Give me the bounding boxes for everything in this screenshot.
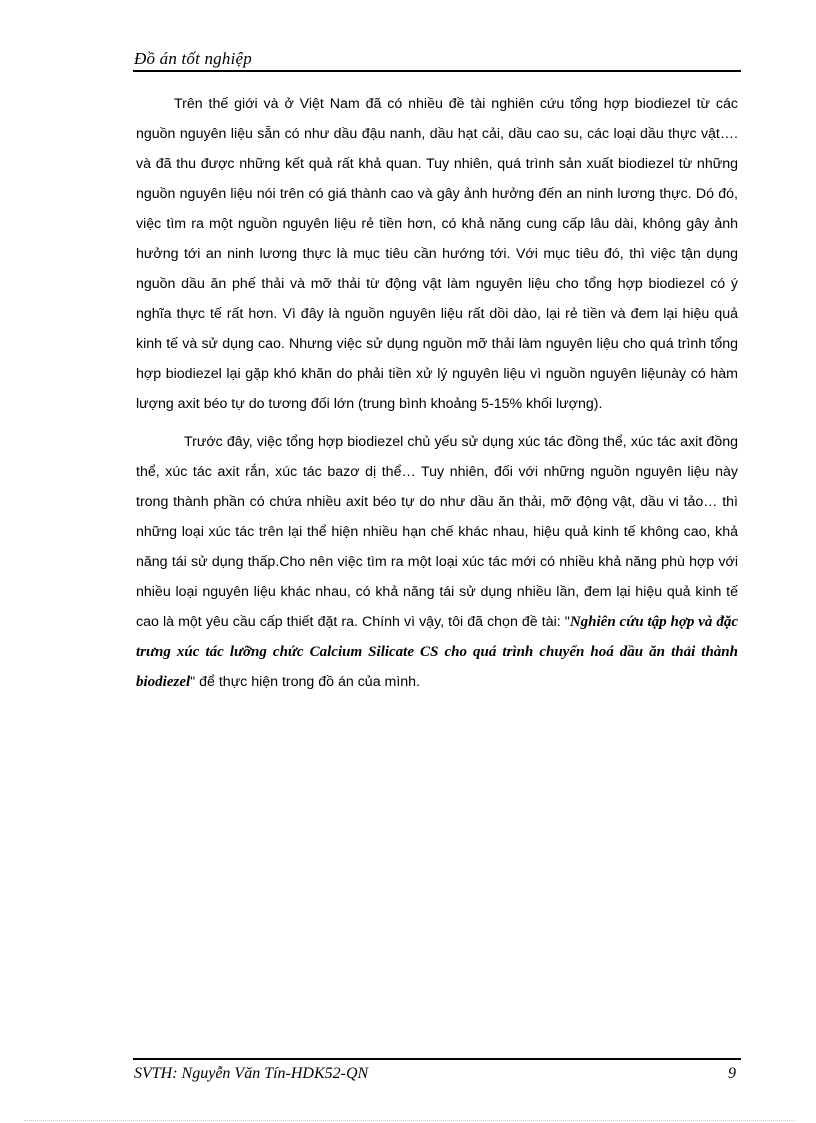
footer-rule	[133, 1058, 741, 1060]
thesis-title: Nghiên cứu tập hợp và đặc trưng xúc tác lưỡng chức Calcium Silicate CS cho quá trình chuyển hoá dầu ăn thải thành biodiezel	[136, 614, 738, 690]
footer-author: SVTH: Nguyễn Văn Tín-HDK52-QN	[134, 1065, 369, 1082]
page-number: 9	[728, 1065, 736, 1082]
page-edge-divider	[24, 1120, 794, 1121]
body-text	[136, 89, 738, 705]
paragraph-1: Trên thế giới và ở Việt Nam đã có nhiều đề tài nghiên cứu tổng hợp biodiezel từ các nguồn nguyên liệu sẵn có như dầu đậu nanh, dầu hạt cải, dầu cao su, các loại dầu thực vật…. và đã thu được những kết quả rất khả quan. Tuy nhiên, quá trình sản xuất biodiezel từ những nguồn nguyên liệu nói trên có giá thành cao và gây ảnh hưởng đến an ninh lương thực. Dó đó, việc tìm ra một nguồn nguyên liệu rẻ tiền hơn, có khả năng cung cấp lâu dài, không gây ảnh hưởng tới an ninh lương thực là mục tiêu cần hướng tới. Với mục tiêu đó, thì việc tận dụng nguồn dầu ăn phế thải và mỡ thải từ động vật làm nguyên liệu cho tổng hợp biodiezel có ý nghĩa thực tế rất hơn. Vì đây là nguồn nguyên liệu rất dồi dào, lại rẻ tiền và đem lại hiệu quả kinh tế và sử dụng cao. Nhưng việc sử dụng nguồn mỡ thải làm nguyên liệu cho quá trình tổng hợp biodiezel lại gặp khó khăn do phải tiền xử lý nguyên liệu vì nguồn nguyên liệunày có hàm lượng axit béo tự do tương đối lớn (trung bình khoảng 5-15% khối lượng).	[136, 96, 738, 412]
header-rule	[133, 70, 741, 72]
paragraph-2-outro: " để thực hiện trong đồ án của mình.	[190, 674, 421, 690]
paragraph-2-intro: Trước đây, việc tổng hợp biodiezel chủ yếu sử dụng xúc tác đồng thể, xúc tác axit đồng thể, xúc tác axit rắn, xúc tác bazơ dị thể… Tuy nhiên, đối với những nguồn nguyên liệu này trong thành phần có chứa nhiều axit béo tự do như dầu ăn thải, mỡ động vật, dầu vi tảo… thì những loại xúc tác trên lại thể hiện nhiều hạn chế khác nhau, hiệu quả kinh tế không cao, khả năng tái sử dụng thấp.Cho nên việc tìm ra một loại xúc tác mới có nhiều khả năng phù hợp với nhiều loại nguyên liệu khác nhau, có khả năng tái sử dụng nhiều lần, đem lại hiệu quả kinh tế cao là một yêu cầu cấp thiết đặt ra. Chính vì vậy, tôi đã chọn đề tài: "	[136, 434, 738, 630]
running-header-title: Đồ án tốt nghiệp	[134, 49, 252, 68]
paragraph-2	[136, 427, 738, 697]
